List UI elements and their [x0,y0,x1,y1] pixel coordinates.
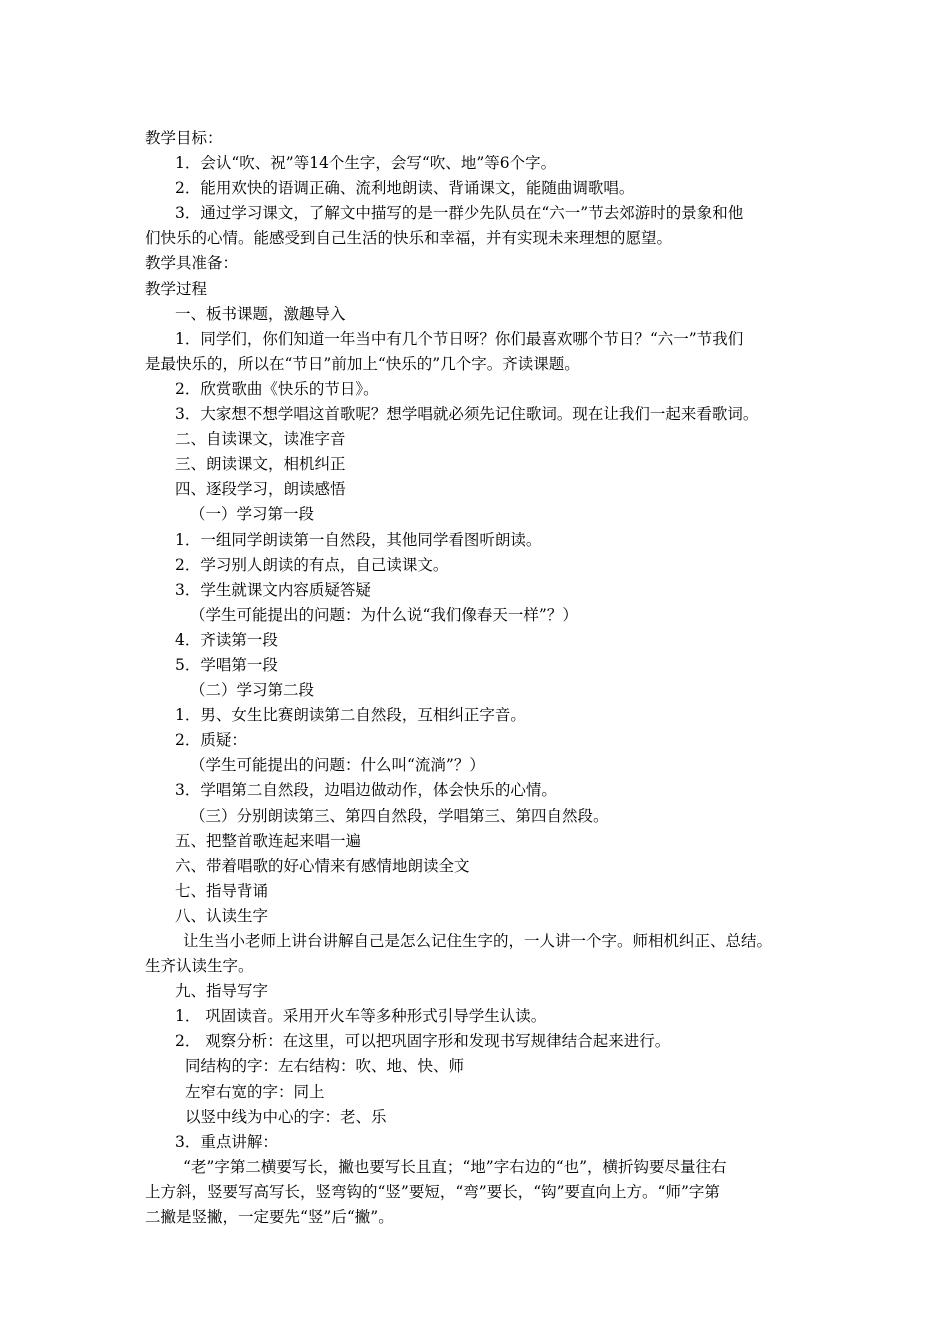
structure-center-line: 以竖中线为中心的字：老、乐 [185,1107,387,1126]
subsection-1-item-3: 3．学生就课文内容质疑答疑 [175,580,371,599]
step-9-item-2: 2． 观察分析：在这里，可以把巩固字形和发现书写规律结合起来进行。 [175,1032,671,1051]
subsection-2-note: （学生可能提出的问题：什么叫“流淌”？） [190,756,485,775]
objective-3-continued: 们快乐的心情。能感受到自己生活的快乐和幸福，并有实现未来理想的愿望。 [145,229,673,248]
section-heading-objectives: 教学目标： [145,129,223,147]
step-8-paragraph-continued: 生齐认读生字。 [145,957,254,976]
step-7-heading: 七、指导背诵 [175,881,269,900]
step-9-item-1: 1． 巩固读音。采用开火车等多种形式引导学生认读。 [175,1007,547,1026]
structure-same: 同结构的字：左右结构：吹、地、快、师 [185,1057,465,1076]
step-2-heading: 二、自读课文，读准字音 [175,430,346,449]
subsection-1-item-1: 1．一组同学朗读第一自然段，其他同学看图听朗读。 [175,530,542,549]
subsection-1-heading: （一）学习第一段 [190,505,315,524]
subsection-2-item-2: 2．质疑： [175,731,247,750]
subsection-2-item-1: 1．男、女生比赛朗读第二自然段，互相纠正字音。 [175,706,526,725]
step-1-item-1-continued: 是最快乐的，所以在“节日”前加上“快乐的”几个字。齐读课题。 [145,354,580,373]
subsection-1-note: （学生可能提出的问题：为什么说“我们像春天一样”？） [190,605,578,624]
step-1-item-1: 1．同学们，你们知道一年当中有几个节日呀？你们最喜欢哪个节日？“六一”节我们 [175,329,744,348]
subsection-1-item-2: 2．学习别人朗读的有点，自己读课文。 [175,555,449,574]
subsection-1-item-4: 4．齐读第一段 [175,630,278,649]
step-3-heading: 三、朗读课文，相机纠正 [175,455,346,474]
step-9-heading: 九、指导写字 [175,982,269,1001]
step-4-heading: 四、逐段学习，朗读感悟 [175,480,346,499]
step-1-item-2: 2．欣赏歌曲《快乐的节日》。 [175,379,379,398]
section-heading-process: 教学过程 [145,279,208,298]
subsection-2-item-3: 3．学唱第二自然段，边唱边做动作，体会快乐的心情。 [175,781,557,800]
objective-2: 2．能用欢快的语调正确、流利地朗读、背诵课文，能随曲调歌唱。 [175,179,635,198]
step-9-item-3: 3．重点讲解： [175,1132,278,1151]
structure-narrow-wide: 左窄右宽的字：同上 [185,1082,325,1101]
subsection-3-heading: （三）分别朗读第三、第四自然段，学唱第三、第四自然段。 [190,806,609,825]
key-explanation-continued-2: 二撇是竖撇，一定要先“竖”后“撇”。 [145,1208,394,1227]
section-heading-preparation: 教学具准备： [145,254,239,273]
objective-1: 1．会认“吹、祝”等14个生字，会写“吹、地”等6个字。 [175,154,557,173]
step-8-heading: 八、认读生字 [175,906,269,925]
key-explanation: “老”字第二横要写长，撇也要写长且直；“地”字右边的“也”，横折钩要尽量往右 [183,1157,727,1176]
key-explanation-continued-1: 上方斜，竖要写高写长，竖弯钩的“竖”要短，“弯”要长，“钩”要直向上方。“师”字第 [145,1182,720,1201]
step-5-heading: 五、把整首歌连起来唱一遍 [175,831,362,850]
step-1-heading: 一、板书课题，激趣导入 [175,304,346,323]
step-8-paragraph: 让生当小老师上讲台讲解自己是怎么记住生字的，一人讲一个字。师相机纠正、总结。 [183,932,773,950]
subsection-1-item-5: 5．学唱第一段 [175,655,278,674]
subsection-2-heading: （二）学习第二段 [190,681,315,700]
lesson-plan-body [145,126,810,1230]
objective-3: 3．通过学习课文，了解文中描写的是一群少先队员在“六一”节去郊游时的景象和他 [175,204,744,223]
step-1-item-3: 3．大家想不想学唱这首歌呢？想学唱就必须先记住歌词。现在让我们一起来看歌词。 [175,405,759,424]
step-6-heading: 六、带着唱歌的好心情来有感情地朗读全文 [175,856,470,875]
